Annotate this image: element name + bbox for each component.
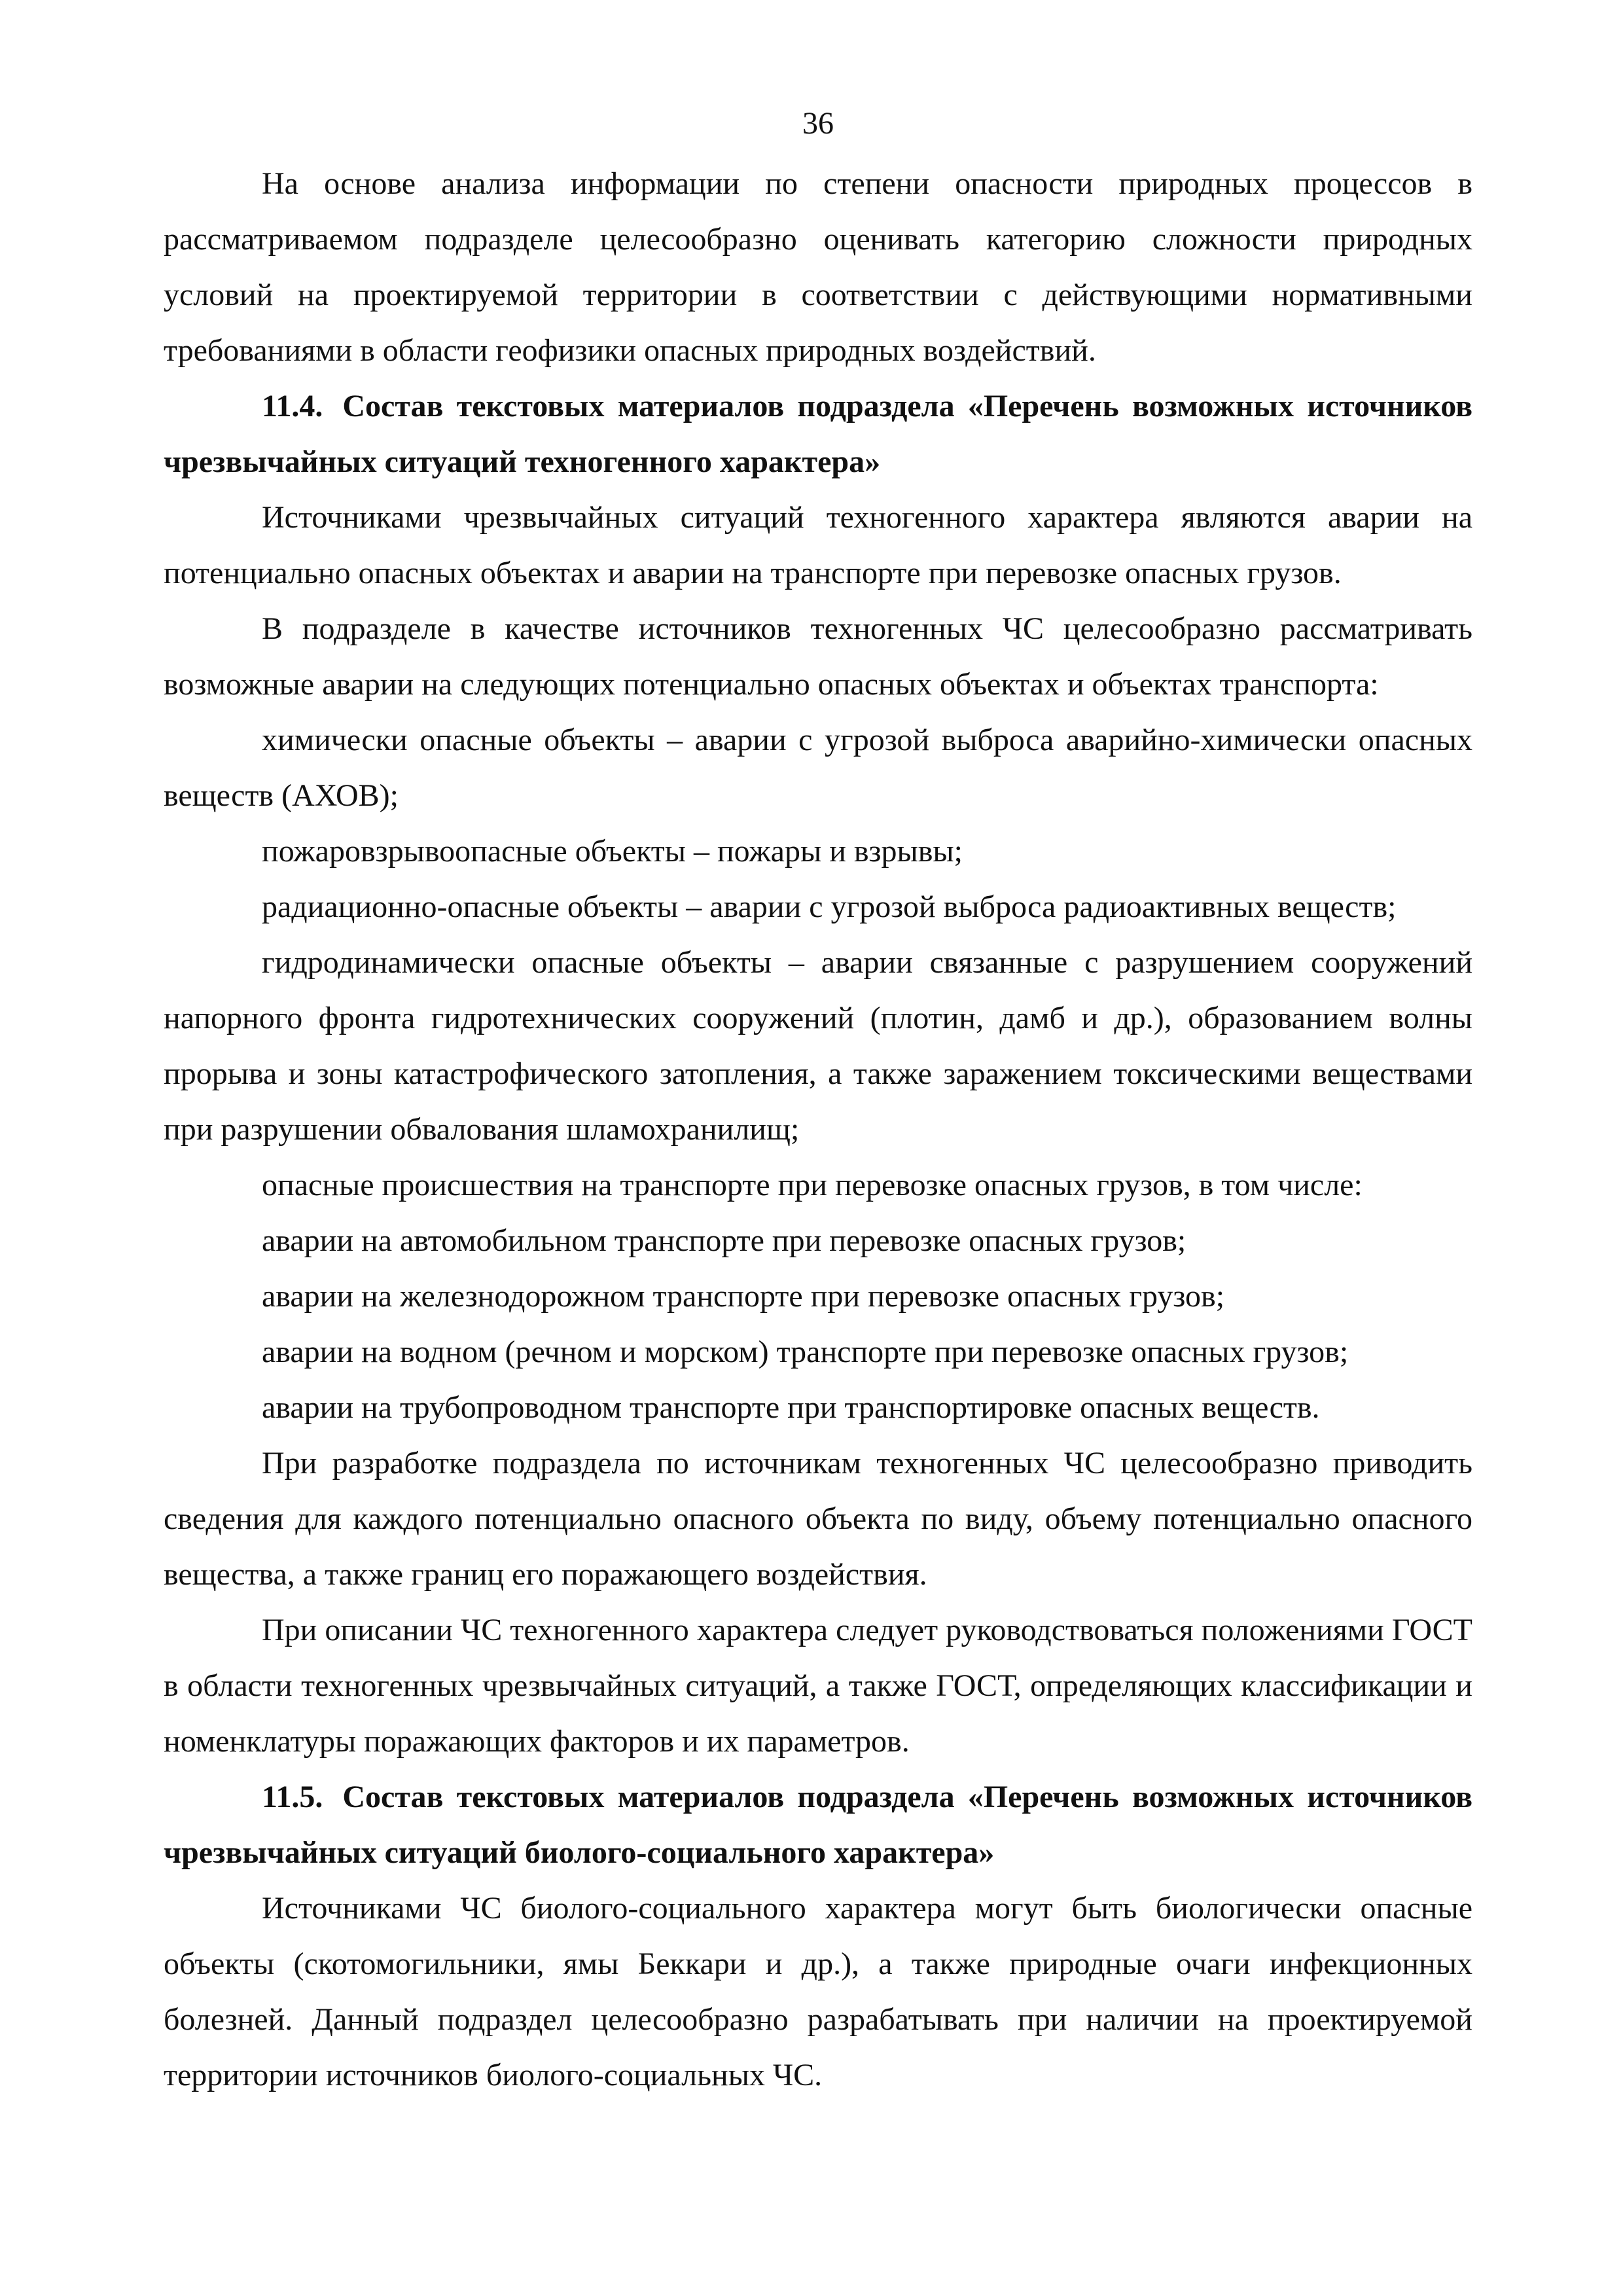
paragraph-subsection-sources: В подразделе в качестве источников техногенных ЧС целесообразно рассматривать возможные аварии на следующих потенциально опасных объектах и объектах транспорта: — [164, 611, 1472, 702]
section-title: Состав текстовых материалов подраздела «Перечень возможных источников чрезвычайных ситуаций биолого-социального характера» — [164, 1780, 1472, 1870]
list-item-radiation: радиационно-опасные объекты – аварии с угрозой выброса радиоактивных веществ; — [262, 889, 1397, 924]
section-title: Состав текстовых материалов подраздела «Перечень возможных источников чрезвычайных ситуаций техногенного характера» — [164, 389, 1472, 479]
list-item-water-transport: аварии на водном (речном и морском) транспорте при перевозке опасных грузов; — [262, 1335, 1349, 1369]
list-item-rail-transport: аварии на железнодорожном транспорте при перевозке опасных грузов; — [262, 1279, 1225, 1314]
section-number: 11.4. — [262, 389, 323, 423]
paragraph-gost-guidance: При описании ЧС техногенного характера следует руководствоваться положениями ГОСТ в области техногенных чрезвычайных ситуаций, а также ГОСТ, определяющих классификации и номенклатуры поражающих факторов и их параметров. — [164, 1613, 1472, 1759]
paragraph-natural-conditions: На основе анализа информации по степени опасности природных процессов в рассматриваемом подразделе целесообразно оценивать категорию сложности природных условий на проектируемой территории в соответствии с действующими нормативными требованиями в области геофизики опасных природных воздействий. — [164, 166, 1472, 368]
section-number: 11.5. — [262, 1780, 323, 1814]
list-item-chemical: химически опасные объекты – аварии с угрозой выброса аварийно-химически опасных веществ (АХОВ); — [164, 723, 1472, 813]
document-page — [164, 92, 1472, 2103]
paragraph-development-info: При разработке подраздела по источникам техногенных ЧС целесообразно приводить сведения для каждого потенциально опасного объекта по виду, объему потенциально опасного вещества, а также границ его поражающего воздействия. — [164, 1446, 1472, 1592]
section-heading-11-4 — [164, 378, 1472, 490]
section-heading-11-5 — [164, 1769, 1472, 1880]
list-item-pipeline-transport: аварии на трубопроводном транспорте при транспортировке опасных веществ. — [262, 1390, 1320, 1425]
list-item-fire-explosion: пожаровзрывоопасные объекты – пожары и взрывы; — [262, 834, 963, 869]
list-item-transport-incidents: опасные происшествия на транспорте при перевозке опасных грузов, в том числе: — [262, 1168, 1363, 1202]
paragraph-bio-social-sources: Источниками ЧС биолого-социального характера могут быть биологически опасные объекты (скотомогильники, ямы Беккари и др.), а также природные очаги инфекционных болезней. Данный подраздел целесообразно разрабатывать при наличии на проектируемой территории источников биолого-социальных ЧС. — [164, 1891, 1472, 2092]
list-item-hydrodynamic: гидродинамически опасные объекты – аварии связанные с разрушением сооружений напорного фронта гидротехнических сооружений (плотин, дамб и др.), образованием волны прорыва и зоны катастрофического затопления, а также заражением токсическими веществами при разрушении обвалования шламохранилищ; — [164, 945, 1472, 1147]
page-number: 36 — [802, 106, 834, 141]
paragraph-technogenic-sources: Источниками чрезвычайных ситуаций техногенного характера являются аварии на потенциально опасных объектах и аварии на транспорте при перевозке опасных грузов. — [164, 500, 1472, 590]
list-item-road-transport: аварии на автомобильном транспорте при перевозке опасных грузов; — [262, 1223, 1186, 1258]
